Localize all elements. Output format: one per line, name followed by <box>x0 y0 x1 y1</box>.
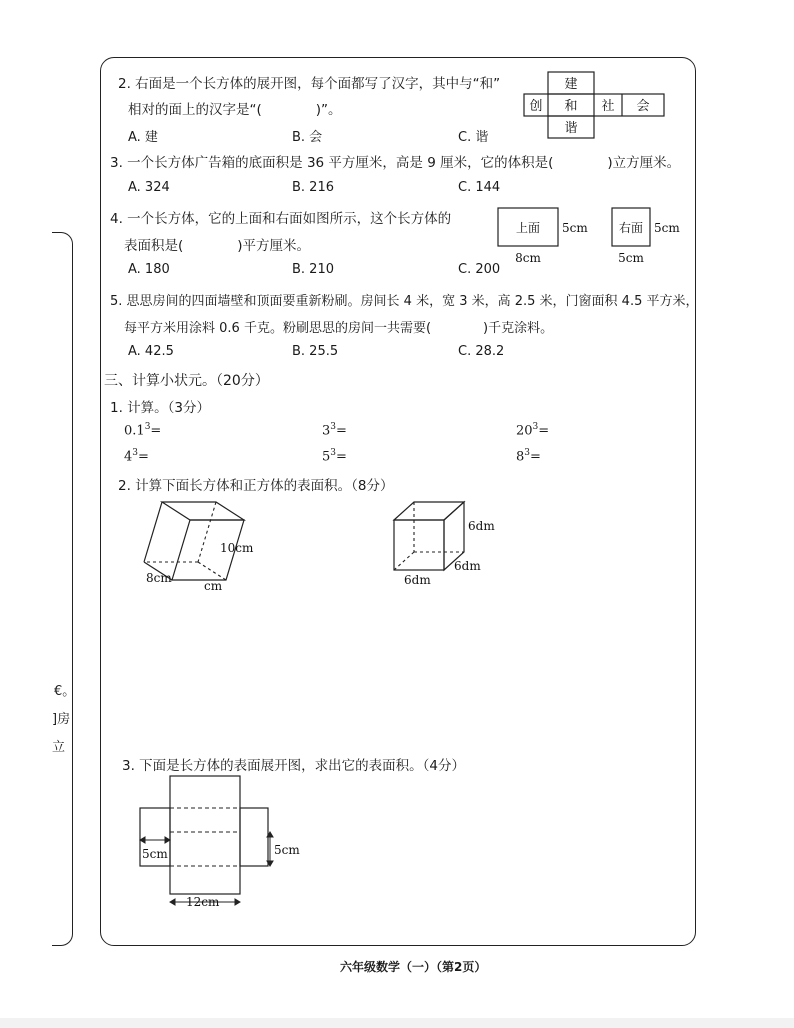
net-label-left: 5cm <box>142 847 168 861</box>
right-face-width: 5cm <box>618 251 644 265</box>
q4-text-line2: 表面积是( )平方厘米。 <box>124 238 311 254</box>
cuboid-label-edge: 10cm <box>220 541 254 555</box>
section3-p2-title: 2. 计算下面长方体和正方体的表面积。（8分） <box>118 478 394 494</box>
section3-p1-title: 1. 计算。（3分） <box>110 400 211 416</box>
top-face-height: 5cm <box>562 221 588 235</box>
cuboid-label-edge: 8cm <box>146 571 172 585</box>
calc-item: $4^3=$ <box>124 448 149 465</box>
side-text-fragment: €。 <box>54 684 76 699</box>
q5-text-line1: 5. 思思房间的四面墙壁和顶面要重新粉刷。房间长 4 米，宽 3 米，高 2.5 米，门窗面积 4.5 平方米， <box>110 294 699 309</box>
q2-option-c: C. 谐 <box>458 130 489 145</box>
net-face-right2: 会 <box>636 99 650 114</box>
cuboid-net-figure <box>136 772 312 912</box>
calc-item: $0.1^3=$ <box>124 422 162 439</box>
calc-item: $3^3=$ <box>322 422 347 439</box>
q2-option-a: A. 建 <box>128 130 158 145</box>
calc-item: $5^3=$ <box>322 448 347 465</box>
q4-text-line1: 4. 一个长方体，它的上面和右面如图所示，这个长方体的 <box>110 211 452 227</box>
calc-item: $8^3=$ <box>516 448 541 465</box>
cuboid-label-edge: cm <box>204 579 223 593</box>
q2-text-line2: 相对的面上的汉字是“( )”。 <box>128 102 342 118</box>
q3-option-a: A. 324 <box>128 180 170 195</box>
q3-text: 3. 一个长方体广告箱的底面积是 36 平方厘米，高是 9 厘米，它的体积是( )立方厘米。 <box>110 155 681 171</box>
section3-title: 三、计算小状元。（20分） <box>104 373 269 389</box>
q2-text-line1: 2. 右面是一个长方体的展开图，每个面都写了汉字，其中与“和” <box>118 76 501 92</box>
net-face-right1: 社 <box>601 99 615 114</box>
cube-label-edge: 6dm <box>454 559 481 573</box>
calc-item: $20^3=$ <box>516 422 550 439</box>
cube-figure <box>388 496 508 592</box>
right-face-label: 右面 <box>618 221 644 235</box>
top-face-label: 上面 <box>515 221 541 235</box>
net-face-top: 建 <box>564 77 578 92</box>
net-label-right: 5cm <box>274 843 300 857</box>
q5-option-b: B. 25.5 <box>292 344 339 359</box>
q4-option-c: C. 200 <box>458 262 501 277</box>
cube-label-edge: 6dm <box>468 519 495 533</box>
q3-option-c: C. 144 <box>458 180 501 195</box>
side-text-fragment: 立 <box>52 740 66 755</box>
right-face-height: 5cm <box>654 221 680 235</box>
cube-label-edge: 6dm <box>404 573 431 587</box>
q5-text-line2: 每平方米用涂料 0.6 千克。粉刷思思的房间一共需要( )千克涂料。 <box>124 321 554 336</box>
side-text-fragment: ]房 <box>52 712 71 727</box>
q2-option-b: B. 会 <box>292 130 323 145</box>
net-face-center: 和 <box>564 99 578 114</box>
net-label-bottom: 12cm <box>186 895 220 909</box>
q5-option-c: C. 28.2 <box>458 344 505 359</box>
section3-p3-title: 3. 下面是长方体的表面展开图，求出它的表面积。（4分） <box>122 758 466 774</box>
bottom-strip <box>0 1018 794 1028</box>
q4-face-figures <box>494 204 686 266</box>
net-face-bottom: 谐 <box>564 121 578 136</box>
q4-option-b: B. 210 <box>292 262 334 277</box>
q4-option-a: A. 180 <box>128 262 170 277</box>
top-face-width: 8cm <box>515 251 541 265</box>
binding-bracket <box>52 232 76 946</box>
q3-option-b: B. 216 <box>292 180 334 195</box>
cuboid-figure <box>136 494 266 594</box>
q5-option-a: A. 42.5 <box>128 344 174 359</box>
page-footer: 六年级数学（一）（第2页） <box>340 960 487 974</box>
q2-net-diagram <box>520 70 670 142</box>
net-face-left: 创 <box>529 99 543 114</box>
